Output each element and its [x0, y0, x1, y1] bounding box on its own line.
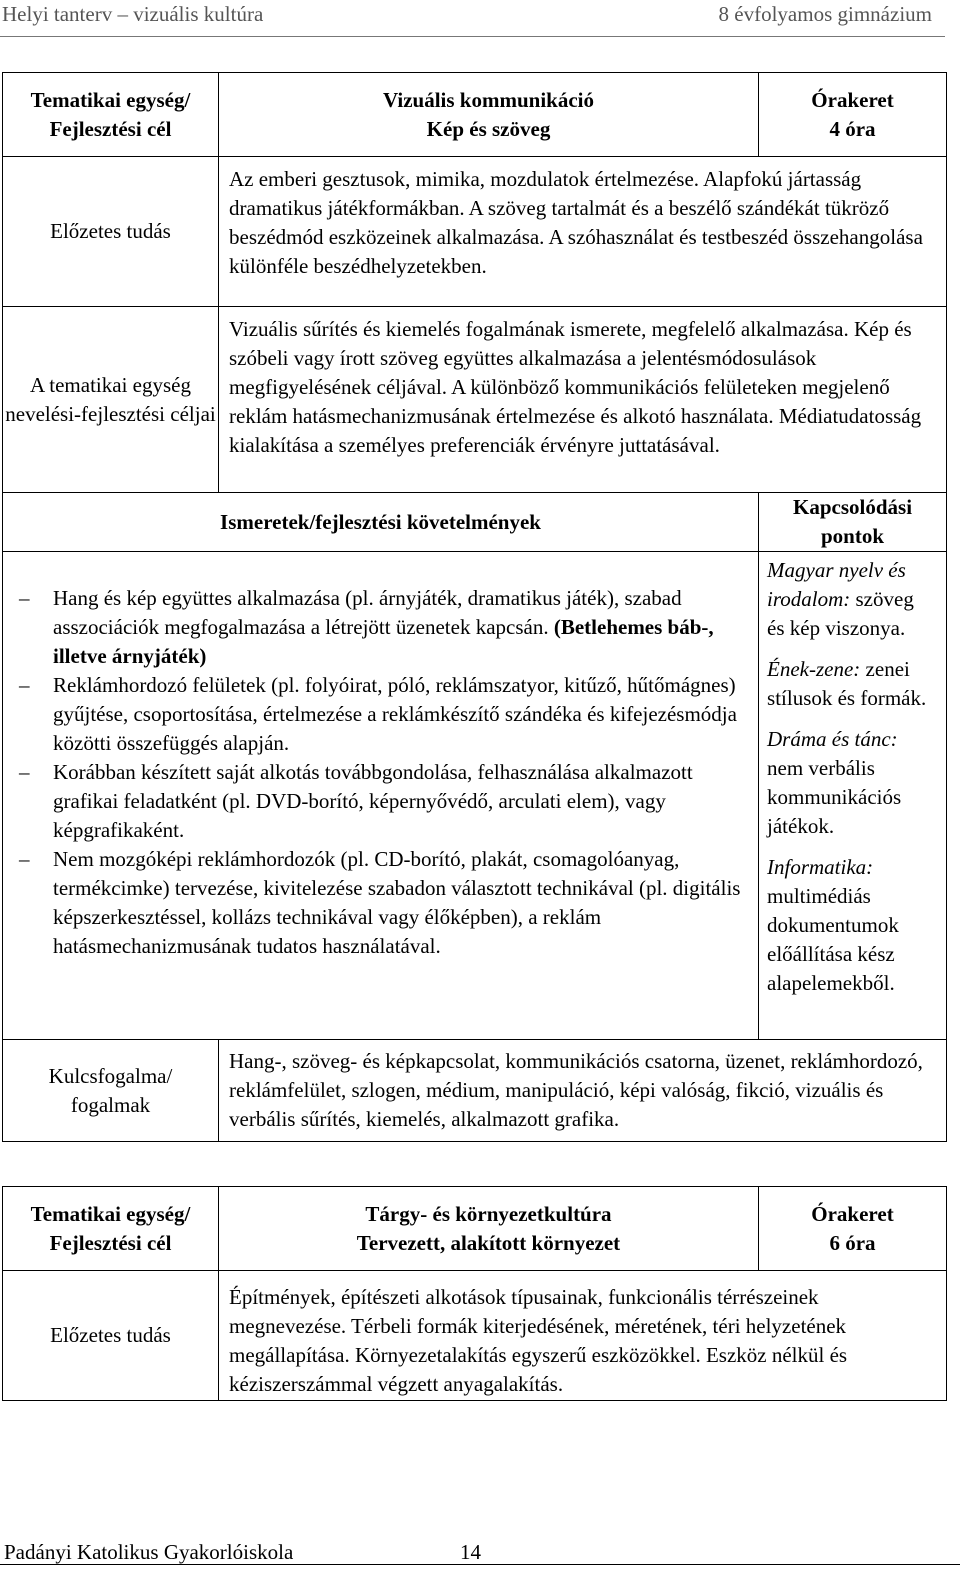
hours-cell	[759, 1187, 947, 1271]
unit-title-cell	[219, 73, 759, 157]
unit-label-cell	[3, 1187, 219, 1271]
unit-label-line2: Fejlesztési cél	[49, 1230, 172, 1255]
unit-header-row	[3, 73, 947, 157]
page-number: 14	[460, 1540, 481, 1564]
hours-label: Órakeret	[811, 87, 894, 112]
running-header-right: 8 évfolyamos gimnázium	[718, 2, 932, 26]
prior-knowledge-row	[3, 157, 947, 307]
unit-label-cell	[3, 73, 219, 157]
unit-title-line1: Tárgy- és környezetkultúra	[365, 1201, 612, 1226]
key-concepts-label-line1: Kulcsfogalma/	[48, 1063, 173, 1088]
requirement-item: – Korábban készített saját alkotás továbbgondolása, felhasználása alkalmazott grafikai feladatként (pl. DVD-borító, képernyővédő, arculati elem), vagy képgrafikaként.	[3, 758, 758, 845]
unit-title-line2: Kép és szöveg	[426, 116, 551, 141]
goals-row	[3, 307, 947, 493]
requirements-list	[3, 584, 758, 961]
goals-label: A tematikai egység nevelési-fejlesztési céljai	[3, 307, 219, 493]
connection-item: Dráma és tánc: nem verbális kommunikációs játékok.	[767, 727, 902, 838]
goals-text: Vizuális sűrítés és kiemelés fogalmának ismerete, megfelelő alkalmazása. Kép és szóbeli vagy írott szöveg együttes alkalmazása a jelentésmódosulások megfigyelésének céljával. A különböző kommunikációs felületeken megjelenő reklám hatásmechanizmusának értelmezése és alkotó használata. Médiatudatosság kialakítása a személyes preferenciák érvényre juttatásával.	[219, 307, 947, 493]
prior-knowledge-label: Előzetes tudás	[3, 157, 219, 307]
connection-item: Magyar nyelv és irodalom: szöveg és kép viszonya.	[767, 558, 914, 640]
key-concepts-label	[3, 1040, 219, 1142]
unit-label-line1: Tematikai egység/	[30, 1201, 191, 1226]
unit-table-vizualis-kommunikacio	[2, 72, 947, 1142]
requirement-item: – Reklámhordozó felületek (pl. folyóirat, póló, reklámszatyor, kitűző, hűtőmágnes) gyűjtése, csoportosítása, értelmezése a reklámkészítő szándéka és kifejezésmódja közötti összefüggés alapján.	[3, 671, 758, 758]
requirements-row	[3, 552, 947, 1040]
key-concepts-text: Hang-, szöveg- és képkapcsolat, kommunikációs csatorna, üzenet, reklámhordozó, reklámfelület, szlogen, médium, manipuláció, képi valóság, fikció, vizuális és verbális sűrítés, kiemelés, alkalmazott grafika.	[219, 1040, 947, 1142]
requirement-item: – Hang és kép együttes alkalmazása (pl. árnyjáték, dramatikus játék), szabad asszociációk megfogalmazása a létrejött üzenetek kapcsán. (Betlehemes báb-, illetve árnyjáték)	[3, 584, 758, 671]
connection-item: Informatika: multimédiás dokumentumok előállítása kész alapelemekből.	[767, 855, 899, 995]
key-concepts-label-line2: fogalmak	[70, 1092, 151, 1117]
requirements-cell	[3, 552, 759, 1040]
connections-header: Kapcsolódási pontok	[759, 493, 947, 552]
footer-school-name: Padányi Katolikus Gyakorlóiskola	[4, 1540, 294, 1564]
header-rule	[0, 36, 945, 37]
running-header-left: Helyi tanterv – vizuális kultúra	[2, 2, 264, 26]
hours-label: Órakeret	[811, 1201, 894, 1226]
unit-label-line1: Tematikai egység/	[30, 87, 191, 112]
connections-cell	[759, 552, 947, 1040]
connection-item: Ének-zene: zenei stílusok és formák.	[767, 657, 927, 710]
prior-knowledge-row	[3, 1271, 947, 1401]
unit-label-line2: Fejlesztési cél	[49, 116, 172, 141]
prior-knowledge-label: Előzetes tudás	[3, 1271, 219, 1401]
key-concepts-row	[3, 1040, 947, 1142]
requirements-header-row	[3, 493, 947, 552]
hours-value: 6 óra	[829, 1230, 876, 1255]
prior-knowledge-text: Építmények, építészeti alkotások típusainak, funkcionális térrészeinek megnevezése. Térbeli formák kiterjedésének, méretének, téri helyzetének megállapítása. Környezetalakítás egyszerű eszközökkel. Eszköz nélkül és kéziszerszámmal végzett anyagalakítás.	[219, 1271, 947, 1401]
unit-title-cell	[219, 1187, 759, 1271]
unit-header-row	[3, 1187, 947, 1271]
unit-title-line1: Vizuális kommunikáció	[383, 87, 595, 112]
requirement-item: – Nem mozgóképi reklámhordozók (pl. CD-borító, plakát, csomagolóanyag, termékcimke) tervezése, kivitelezése szabadon választott technikával (pl. digitális képszerkesztéssel, kollázs technikával vagy élőképben), a reklám hatásmechanizmusának tudatos használatával.	[3, 845, 758, 961]
hours-value: 4 óra	[829, 116, 876, 141]
unit-title-line2: Tervezett, alakított környezet	[356, 1230, 621, 1255]
hours-cell	[759, 73, 947, 157]
prior-knowledge-text: Az emberi gesztusok, mimika, mozdulatok értelmezése. Alapfokú jártasság dramatikus játékformákban. A szöveg tartalmát és a beszélő szándékát tükröző beszédmód eszközeinek alkalmazása. A szóhasználat és testbeszéd összehangolása különféle beszédhelyzetekben.	[219, 157, 947, 307]
unit-table-targy-kornyezetkultura	[2, 1186, 947, 1401]
requirements-header: Ismeretek/fejlesztési követelmények	[3, 493, 759, 552]
footer-rule	[0, 1564, 960, 1565]
